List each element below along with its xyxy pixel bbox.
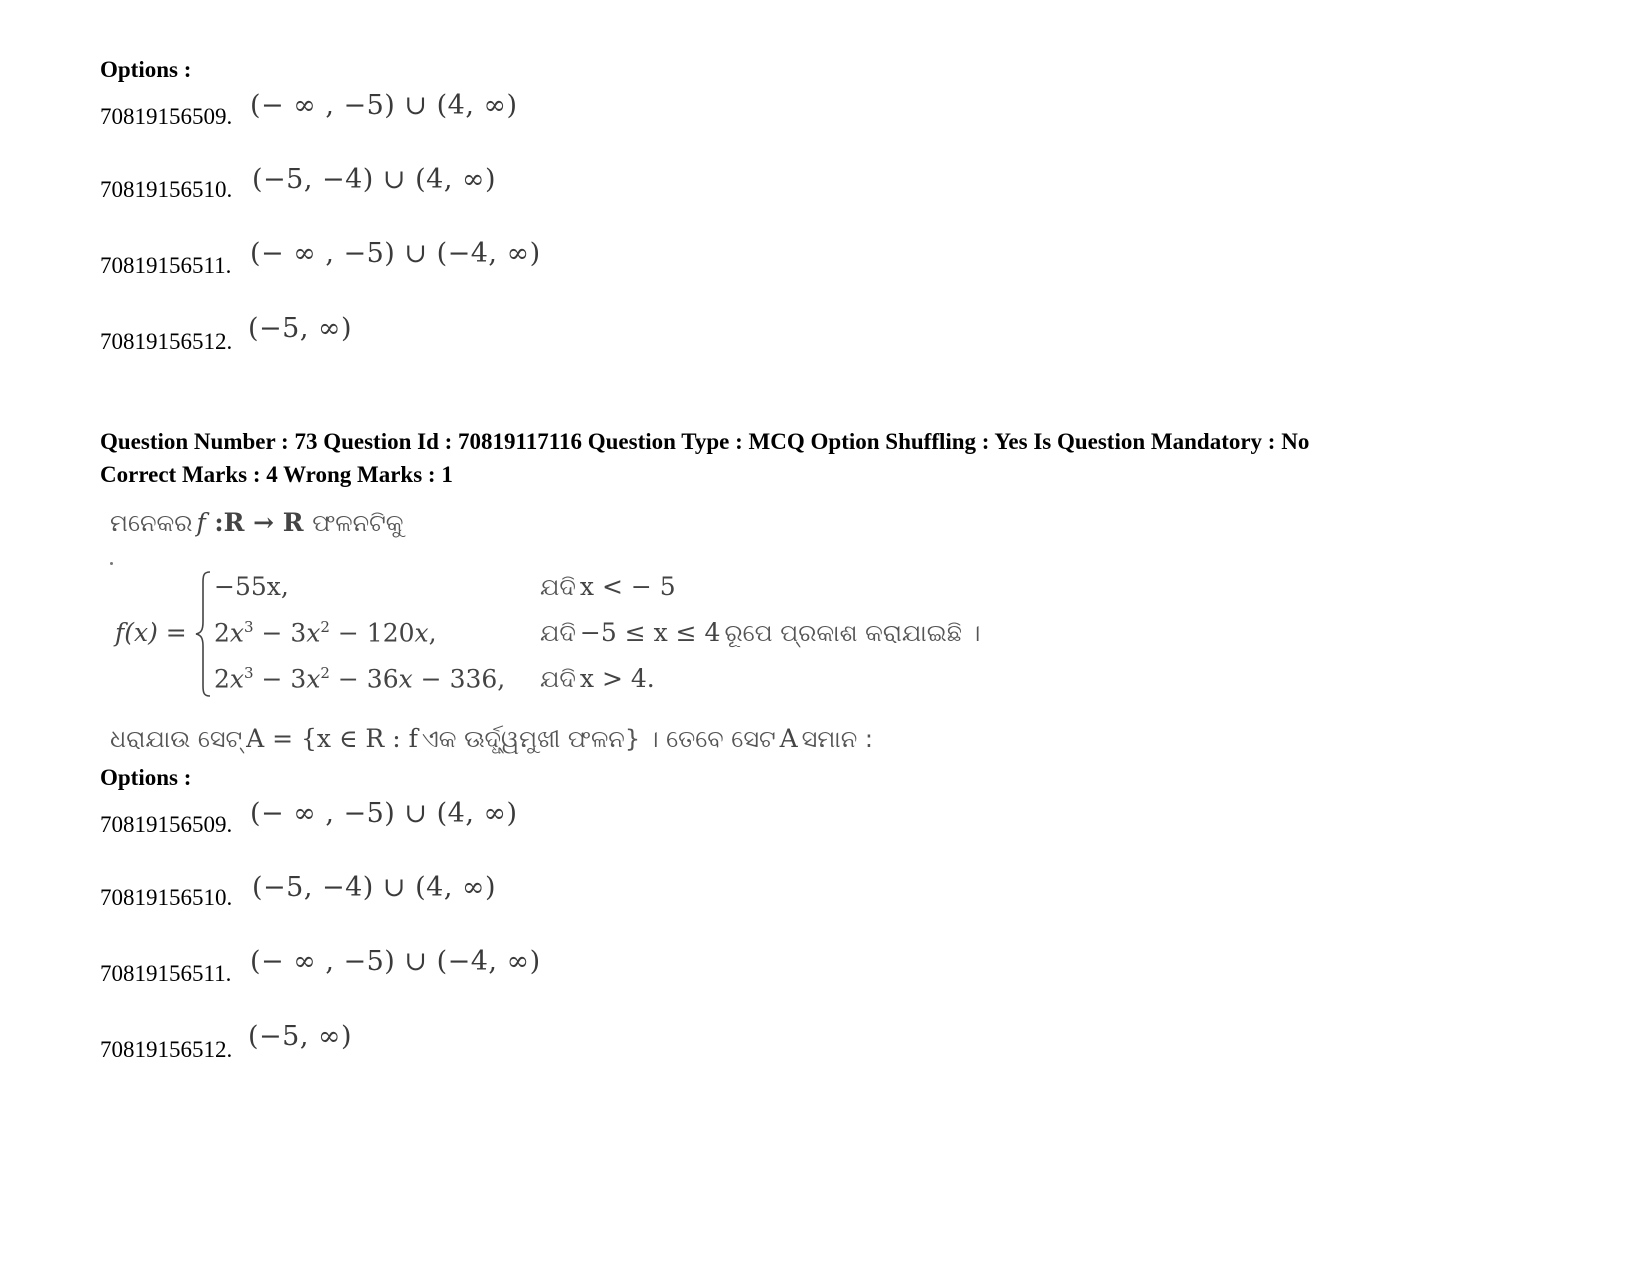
- option-id: 70819156511.: [100, 961, 232, 986]
- option-math: (− ∞ , −5) ∪ (−4, ∞): [250, 946, 541, 977]
- option-math: (− ∞ , −5) ∪ (−4, ∞): [250, 238, 541, 269]
- case-expression: −55x,: [214, 572, 289, 601]
- condition-math: x > 4.: [579, 664, 655, 693]
- set-a: A: [779, 724, 798, 753]
- option-id: 70819156510.: [100, 885, 233, 910]
- option-math: (− ∞ , −5) ∪ (4, ∞): [250, 798, 518, 829]
- set-math: A = {x ∈ R : f: [246, 724, 418, 753]
- dot-mark: [110, 562, 113, 565]
- case-expression: $2x^3 - 3x^2 - 36x - 336$,: [214, 664, 506, 694]
- odia-text: ଧରାଯାଉ ସେଟ୍: [110, 725, 243, 753]
- option-id: 70819156512.: [100, 329, 233, 354]
- option-id: 70819156509.: [100, 812, 233, 837]
- function-symbol: f: [196, 508, 206, 537]
- odia-text: ଯଦି: [540, 619, 576, 647]
- case-condition: [540, 664, 655, 693]
- set-definition: [110, 724, 873, 753]
- odia-text: ରୂପେ ପ୍ରକାଶ କରାଯାଇଛି ।: [724, 619, 981, 647]
- odia-text: ଯଦି: [540, 573, 576, 601]
- condition-math: x < − 5: [579, 572, 676, 601]
- odia-text: ଏକ ଊର୍ଦ୍ଧ୍ୱମୁଖୀ ଫଳନ} । ତେବେ ସେଟ: [421, 725, 776, 753]
- odia-text: ଯଦି: [540, 665, 576, 693]
- option-id: 70819156511.: [100, 253, 232, 278]
- odia-text: ମନେକର: [110, 509, 193, 537]
- option-math: (− ∞ , −5) ∪ (4, ∞): [250, 90, 518, 121]
- option-math: (−5, −4) ∪ (4, ∞): [252, 872, 497, 903]
- odia-text: ସମାନ :: [801, 725, 873, 753]
- function-mapping: :R → R: [205, 508, 313, 537]
- option-id: 70819156510.: [100, 177, 233, 202]
- condition-math: −5 ≤ x ≤ 4: [579, 618, 721, 647]
- question-header-line1: Question Number : 73 Question Id : 70819117116 Question Type : MCQ Option Shuffling : Yes Is Question Mandatory : No: [100, 429, 1310, 454]
- left-brace-icon: [194, 570, 214, 698]
- case-condition: [540, 618, 980, 647]
- question-header-line2: Correct Marks : 4 Wrong Marks : 1: [100, 462, 453, 487]
- case-expression: $2x^3 - 3x^2 - 120x$,: [214, 618, 437, 648]
- options-label-top: Options :: [100, 57, 192, 82]
- option-id: 70819156512.: [100, 1037, 233, 1062]
- odia-text: ଫଳନଟିକୁ: [312, 509, 404, 537]
- question-intro: [110, 508, 404, 537]
- options-label-bottom: Options :: [100, 765, 192, 790]
- option-math: (−5, ∞): [248, 313, 353, 344]
- option-id: 70819156509.: [100, 104, 233, 129]
- option-math: (−5, −4) ∪ (4, ∞): [252, 164, 497, 195]
- option-math: (−5, ∞): [248, 1021, 353, 1052]
- fx-label: f(x) =: [115, 618, 187, 647]
- case-condition: [540, 572, 676, 601]
